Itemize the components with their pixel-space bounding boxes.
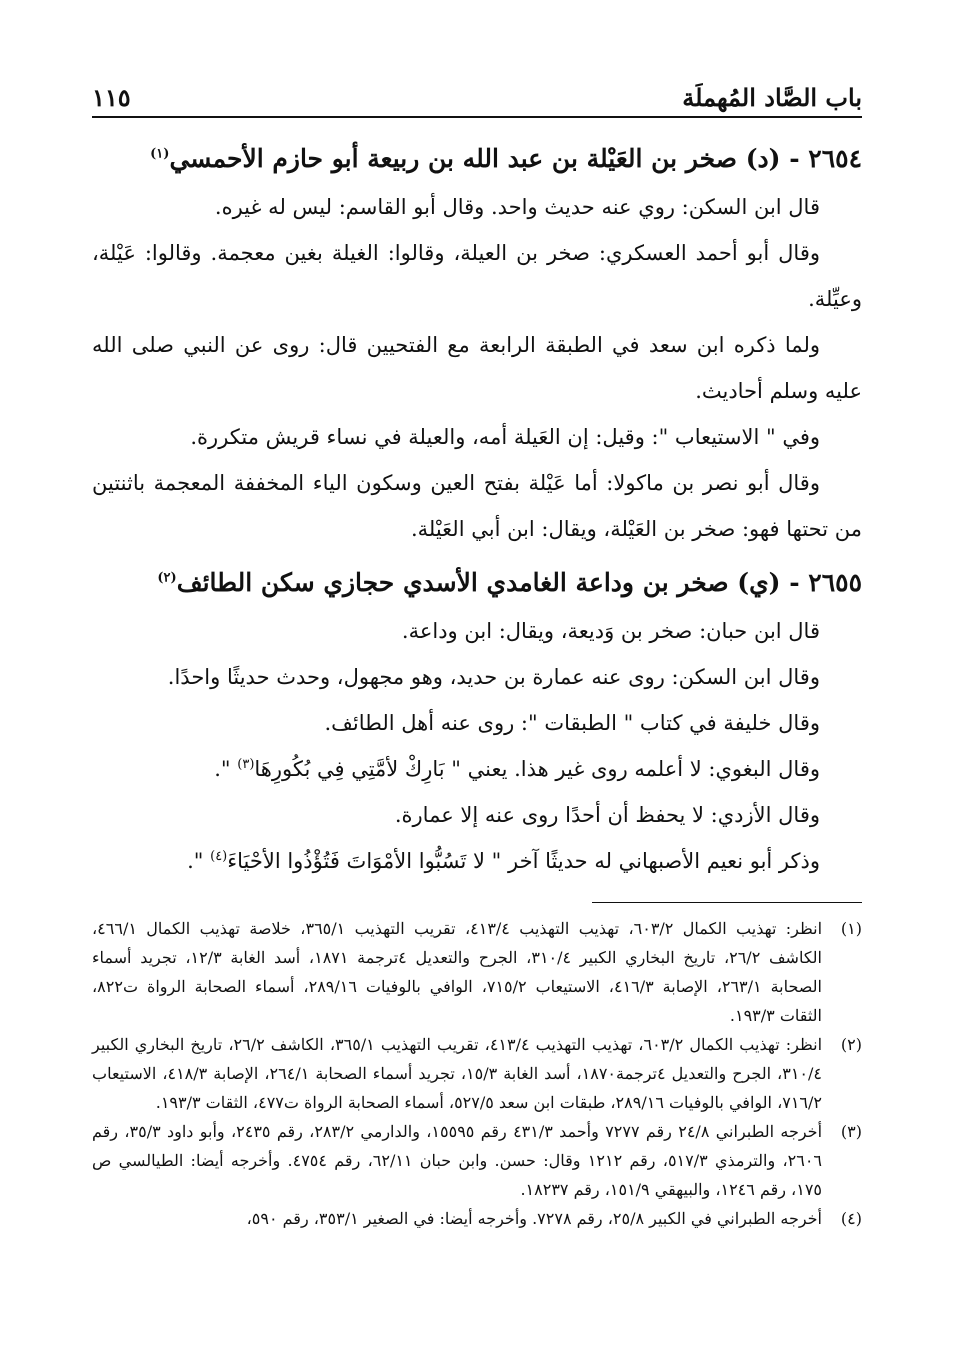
running-head: باب الصَّاد المُهملَة [682, 83, 862, 112]
paragraph: وقال أبو أحمد العسكري: صخر بن العيلة، وقالوا: الغيلة بغين معجمة. وقالوا: عَيْلة، وعيِّلة. [92, 241, 862, 311]
paragraph: وفي " الاستيعاب ": وقيل: إن العَيلة أمه، والعيلة في نساء قريش متكررة. [190, 425, 820, 449]
paragraph: قال ابن السكن: روي عنه حديث واحد. وقال أبو القاسم: ليس له غيره. [214, 195, 820, 219]
main-text [92, 134, 862, 884]
paragraph: قال ابن حبان: صخر بن وَديعة، ويقال: ابن وداعة. [401, 619, 820, 643]
footnote: (١) انظر: تهذيب الكمال ٦٠٣/٢، تهذيب التهذيب ٤١٣/٤، تقريب التهذيب ٣٦٥/١، خلاصة تهذيب الكمال ٤٦٦/١، الكاشف ٢٦/٢، تاريخ البخاري الكبير ٣١٠/٤، الجرح والتعديل ٤ترجمة ١٨٧١، أسد الغابة ١٢/٣، تجريد أسماء الصحابة ٢٦٣/١، الإصابة ٤١٦/٣، الاستيعاب ٧١٥/٢، الوافي بالوفيات ٢٨٩/١٦، أسماء الصحابة الرواة ت٨٢٢، الثقات ١٩٣/٣. [92, 914, 862, 1030]
footnote-separator [592, 902, 862, 903]
footnote-number: (٢) [840, 1035, 862, 1054]
page-header [92, 74, 862, 118]
footnote: (٢) انظر: تهذيب الكمال ٦٠٣/٢، تهذيب التهذيب ٤١٣/٤، تقريب التهذيب ٣٦٥/١، الكاشف ٢٦/٢، تاريخ البخاري الكبير ٣١٠/٤، الجرح والتعديل ٤ترجمة١٨٧٠، أسد الغابة ١٥/٣، تجريد أسماء الصحابة ٢٦٤/١، الإصابة ٤١٨/٣، الاستيعاب ٧١٦/٢، الوافي بالوفيات ٢٨٩/١٦، طبقات ابن سعد ٥٢٧/٥، أسماء الصحابة الرواة ت٤٧٧، الثقات ١٩٣/٣. [92, 1030, 862, 1117]
entry-title: ٢٦٥٤ - (د) صخر بن العَيْلة بن عبد الله بن ربيعة أبو حازم الأحمسي$^{(١)}$ [150, 144, 862, 173]
footnote: (٣) أخرجه الطبراني ٢٤/٨ رقم ٧٢٧٧ وأحمد ٤٣١/٣ رقم ١٥٥٩٥، والدارمي ٢٨٣/٢، رقم ٢٤٣٥، وأبو داود ٣٥/٣، رقم ٢٦٠٦، والترمذي ٥١٧/٣، رقم ١٢١٢ وقال: حسن. وابن حبان ٦٢/١١، رقم ٤٧٥٤. وأخرجه أيضا: الطيالسي ص ١٧٥، رقم ١٢٤٦، والبيهقي ١٥١/٩، رقم ١٨٢٣٧. [92, 1117, 862, 1204]
footnote-number: (٣) [840, 1122, 862, 1141]
footnote-number: (٤) [840, 1209, 862, 1228]
footnotes [92, 914, 862, 1233]
paragraph: ولما ذكره ابن سعد في الطبقة الرابعة مع الفتحيين قال: روى عن النبي صلى الله عليه وسلم أحاديث. [92, 333, 862, 403]
footnote-ref: (٢) [157, 570, 177, 586]
footnote-ref: (١) [150, 146, 170, 162]
paragraph: وقال خليفة في كتاب " الطبقات ": روى عنه أهل الطائف. [324, 711, 820, 735]
paragraph: وقال ابن السكن: روى عنه عمارة بن حديد، وهو مجهول، وحدث حديثًا واحدًا. [167, 665, 820, 689]
page-number: ١١٥ [92, 83, 131, 112]
paragraph: وذكر أبو نعيم الأصبهاني له حديثًا آخر " لا تَسُبُّوا الأمْوَاتَ فَتُؤْذُوا الأحْيَاءَ$^{(٤)}$ ". [187, 849, 820, 873]
footnote-number: (١) [840, 919, 862, 938]
footnote: (٤) أخرجه الطبراني في الكبير ٢٥/٨، رقم ٧٢٧٨. وأخرجه أيضا: في الصغير ٣٥٣/١، رقم ٥٩٠، [92, 1204, 862, 1233]
paragraph: وقال أبو نصر بن ماكولا: أما عَيْلة بفتح العين وسكون الياء المخففة المعجمة باثنتين من تحتها فهو: صخر بن العَيْلة، ويقال: ابن أبي العَيْلة. [92, 471, 862, 541]
paragraph: وقال الأزدي: لا يحفظ أن أحدًا روى عنه إلا عمارة. [394, 803, 820, 827]
footnote-ref: (٣) [237, 757, 255, 772]
entry-title: ٢٦٥٥ - (ي) صخر بن وداعة الغامدي الأسدي حجازي سكن الطائف$^{(٢)}$ [157, 568, 862, 597]
paragraph: وقال البغوي: لا أعلمه روى غير هذا. يعني " بَارِكْ لأمَّتِي فِي بُكُورِهَا$^{(٣)}$ ". [214, 757, 820, 781]
footnote-ref: (٤) [210, 849, 228, 864]
